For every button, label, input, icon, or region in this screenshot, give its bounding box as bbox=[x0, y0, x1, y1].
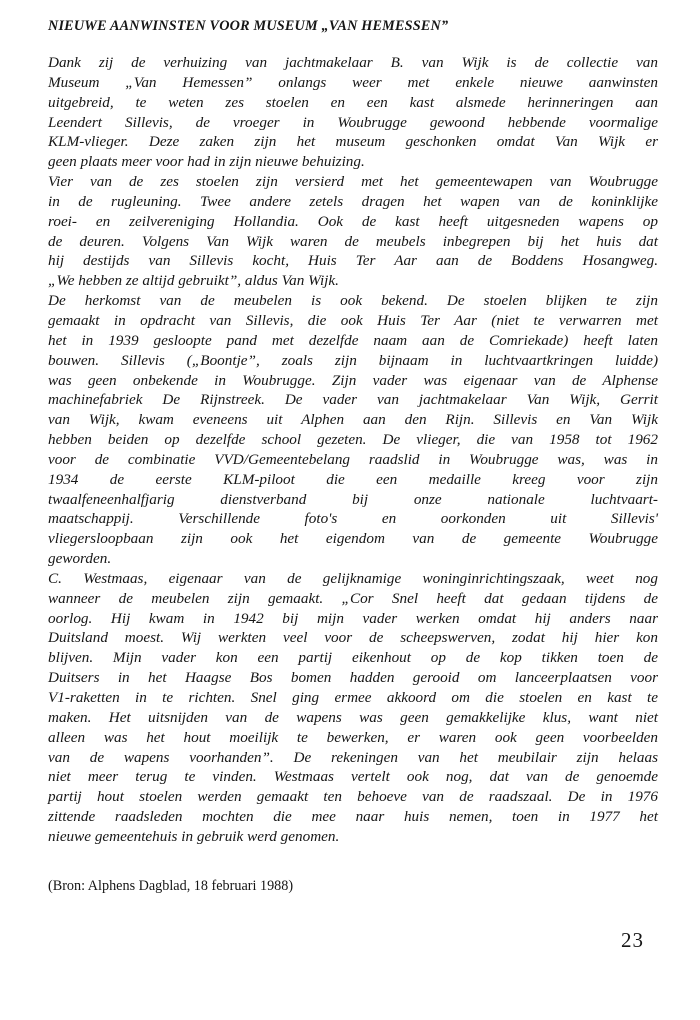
text-line: machinefabriek De Rijnstreek. De vader van jachtmakelaar Van Wijk, Gerrit bbox=[48, 391, 658, 409]
text-line: KLM-vlieger. Deze zaken zijn het museum geschonken omdat Van Wijk er bbox=[48, 133, 658, 151]
text-line: wanneer de meubelen zijn gemaakt. „Cor Snel heeft dat gedaan tijdens de bbox=[48, 589, 658, 607]
article-body bbox=[48, 53, 658, 847]
text-line: zittende raadsleden mochten die mee naar huis nemen, toen in 1977 het bbox=[48, 808, 658, 826]
text-line: niet meer terug te vinden. Westmaas vertelt ook nog, dat van de genoemde bbox=[48, 768, 658, 786]
text-line: de deuren. Volgens Van Wijk waren de meubels inbegrepen bij het huis dat bbox=[48, 232, 658, 250]
text-line: bouwen. Sillevis („Boontje”, zoals zijn bijnaam in luchtvaartkringen luidde) bbox=[48, 351, 658, 369]
text-line: Vier van de zes stoelen zijn versierd met het gemeentewapen van Woubrugge bbox=[48, 173, 658, 191]
text-line: het in 1939 gesloopte pand met dezelfde naam aan de Comriekade) heeft laten bbox=[48, 331, 658, 349]
text-line: vliegersloopbaan zijn ook het eigendom van de gemeente Woubrugge bbox=[48, 530, 658, 548]
text-line: geen plaats meer voor had in zijn nieuwe behuizing. bbox=[48, 153, 365, 171]
text-line: geworden. bbox=[48, 550, 112, 568]
text-line: „We hebben ze altijd gebruikt”, aldus Van Wijk. bbox=[48, 272, 339, 290]
text-line: roei- en zeilvereniging Hollandia. Ook de kast heeft uitgesneden wapens op bbox=[48, 212, 658, 230]
text-line: van Wijk, kwam eveneens uit Alphen aan den Rijn. Sillevis en Van Wijk bbox=[48, 411, 658, 429]
text-line: was geen onbekende in Woubrugge. Zijn vader was eigenaar van de Alphense bbox=[48, 371, 658, 389]
text-line: nieuwe gemeentehuis in gebruik werd genomen. bbox=[48, 827, 340, 845]
text-line: in de rugleuning. Twee andere zetels dragen het wapen van de koninklijke bbox=[48, 192, 658, 210]
text-line: Dank zij de verhuizing van jachtmakelaar B. van Wijk is de collectie van bbox=[48, 54, 658, 71]
text-line: V1-raketten in te richten. Snel ging ermee akkoord om die stoelen en kast te bbox=[48, 689, 658, 706]
article bbox=[48, 18, 658, 847]
text-line: van de wapens voorhanden”. De rekeningen van het meubilair zijn helaas bbox=[48, 748, 658, 766]
text-line: twaalfeneenhalfjarig dienstverband bij onze nationale luchtvaart- bbox=[48, 490, 658, 508]
text-line: hij destijds van Sillevis kocht, Huis Ter Aar aan de Boddens Hosangweg. bbox=[48, 252, 658, 270]
text-line: voor de combinatie VVD/Gemeentebelang raadslid in Woubrugge was, was in bbox=[48, 450, 658, 468]
text-line: 1934 de eerste KLM-piloot die een medaille kreeg voor zijn bbox=[48, 470, 658, 488]
text-line: blijven. Mijn vader kon een partij eikenhout op de kop tikken toen de bbox=[48, 649, 658, 667]
page-number: 23 bbox=[621, 928, 644, 952]
text-line: oorlog. Hij kwam in 1942 bij mijn vader werken omdat hij anders naar bbox=[48, 609, 658, 627]
text-line: alleen was het hout moeilijk te bewerken, er waren ook geen voorbeelden bbox=[48, 728, 658, 746]
text-line: Duitsland moest. Wij werkten veel voor de scheepswerven, zodat hij hier kon bbox=[48, 629, 658, 647]
text-line: Leendert Sillevis, de vroeger in Woubrugge gewoond hebbende voormalige bbox=[48, 113, 658, 131]
text-line: maken. Het uitsnijden van de wapens was geen gemakkelijke klus, want niet bbox=[48, 708, 658, 726]
text-line: gemaakt in opdracht van Sillevis, die ook Huis Ter Aar (niet te verwarren met bbox=[48, 311, 658, 329]
text-line: De herkomst van de meubelen is ook bekend. De stoelen blijken te zijn bbox=[48, 292, 658, 310]
text-line: hebben beiden op dezelfde school gezeten. De vlieger, die van 1958 tot 1962 bbox=[48, 431, 658, 449]
text-line: maatschappij. Verschillende foto's en oorkonden uit Sillevis' bbox=[48, 510, 658, 528]
text-line: Duitsers in het Haagse Bos bomen hadden gerooid om lanceerplaatsen voor bbox=[48, 669, 658, 687]
article-title: NIEUWE AANWINSTEN VOOR MUSEUM „VAN HEMESSEN” bbox=[48, 18, 449, 34]
text-line: uitgebreid, te weten zes stoelen en een kast alsmede herinneringen aan bbox=[48, 93, 658, 111]
text-line: C. Westmaas, eigenaar van de gelijknamige woninginrichtingszaak, weet nog bbox=[48, 569, 658, 587]
text-line: partij hout stoelen werden gemaakt ten behoeve van de raadszaal. De in 1976 bbox=[48, 788, 658, 806]
source-citation: (Bron: Alphens Dagblad, 18 februari 1988) bbox=[48, 878, 294, 894]
text-line: Museum „Van Hemessen” onlangs weer met enkele nieuwe aanwinsten bbox=[48, 73, 658, 91]
